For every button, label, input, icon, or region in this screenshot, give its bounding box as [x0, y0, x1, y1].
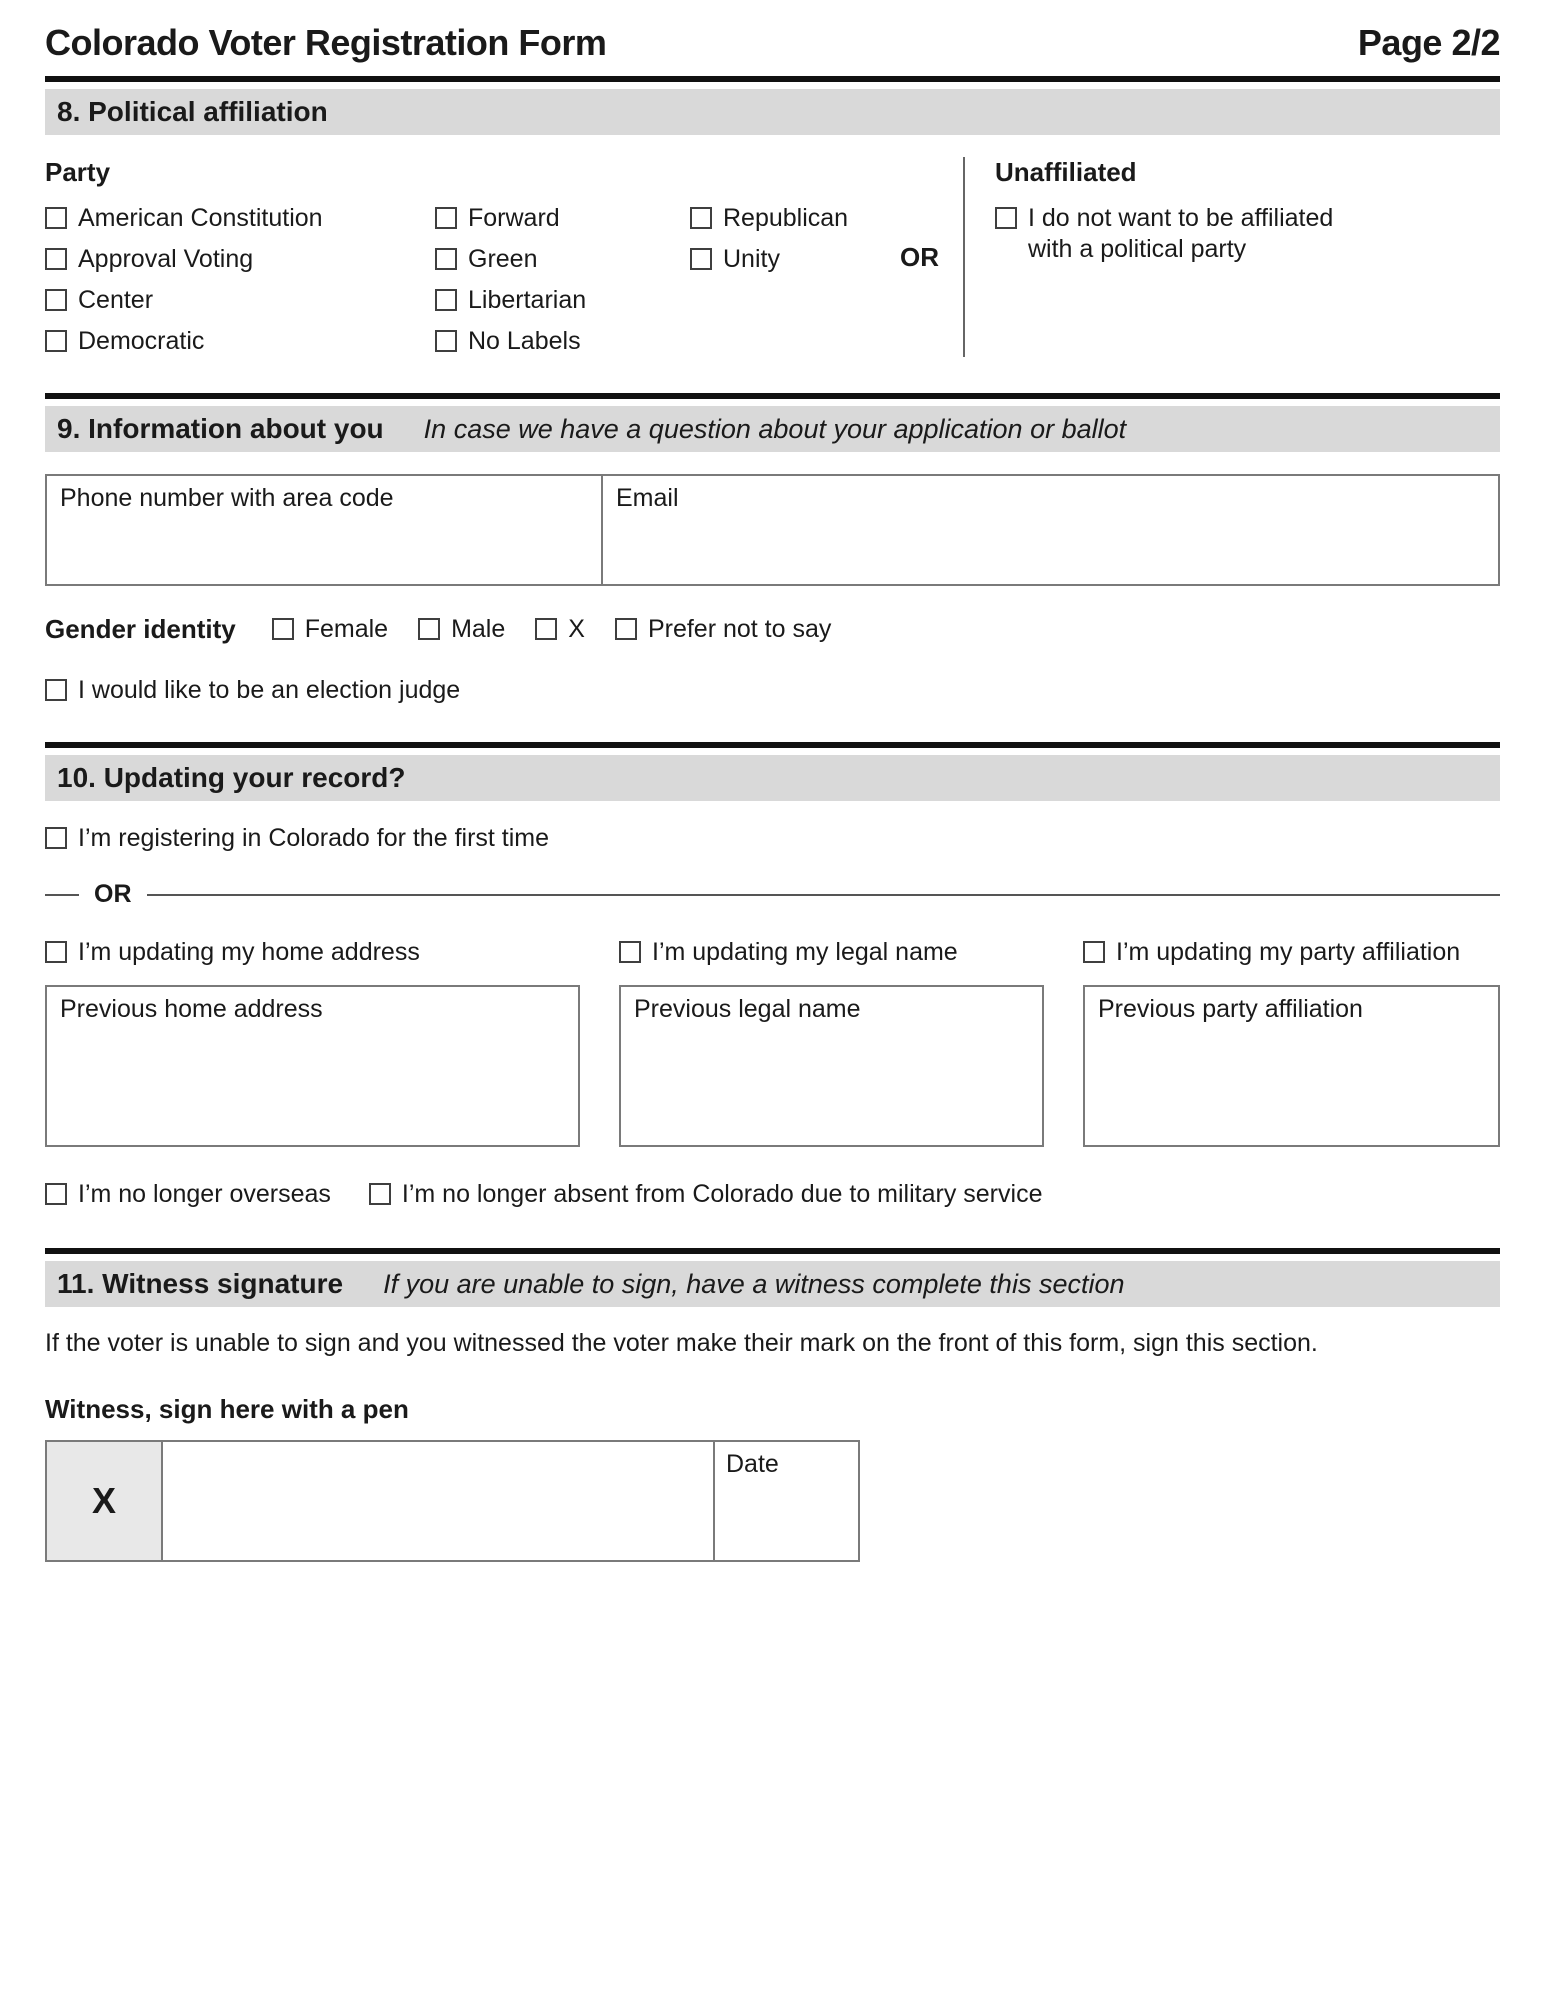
checkbox-label: I’m updating my party affiliation	[1116, 938, 1461, 966]
section8-header-bar	[45, 89, 1500, 135]
date-field-label: Date	[726, 1450, 779, 1478]
checkbox-american-constitution[interactable]	[45, 203, 435, 234]
checkbox-prefer-not-to-say[interactable]	[615, 614, 831, 645]
checkbox-label: Prefer not to say	[647, 615, 832, 643]
election-judge-row	[45, 675, 1500, 706]
or-separator	[45, 880, 1500, 909]
unaffiliated-block	[965, 157, 1410, 357]
checkbox-unity[interactable]	[690, 244, 900, 275]
unaffiliated-label: Unaffiliated	[995, 157, 1137, 187]
checkbox-box[interactable]	[435, 289, 457, 311]
checkbox-box[interactable]	[45, 1183, 67, 1205]
checkbox-box[interactable]	[45, 941, 67, 963]
party-column-2	[435, 203, 690, 357]
no-longer-row	[45, 1179, 1500, 1210]
section8-title: 8. Political affiliation	[57, 96, 328, 127]
checkbox-label: Republican	[723, 204, 849, 232]
party-checkbox-grid	[45, 203, 900, 357]
phone-field[interactable]	[47, 476, 603, 584]
checkbox-approval-voting[interactable]	[45, 244, 435, 275]
checkbox-box[interactable]	[45, 248, 67, 270]
checkbox-label: I’m updating my legal name	[652, 938, 958, 966]
previous-legal-name-label: Previous legal name	[634, 995, 861, 1023]
checkbox-label: American Constitution	[78, 204, 323, 232]
signature-x-mark: X	[45, 1440, 163, 1562]
checkbox-forward[interactable]	[435, 203, 690, 234]
checkbox-label: Green	[468, 245, 538, 273]
page-title: Colorado Voter Registration Form	[45, 22, 607, 63]
checkbox-label: Male	[451, 615, 506, 643]
checkbox-green[interactable]	[435, 244, 690, 275]
update-party-affiliation-column	[1083, 937, 1500, 1147]
party-columns	[45, 157, 900, 357]
political-affiliation-body	[45, 157, 1500, 357]
update-options-row	[45, 937, 1500, 1147]
checkbox-box[interactable]	[45, 330, 67, 352]
or-separator-label: OR	[94, 880, 132, 908]
witness-signature-field[interactable]	[163, 1440, 715, 1562]
checkbox-box[interactable]	[435, 248, 457, 270]
section11-divider	[45, 1248, 1500, 1254]
checkbox-updating-legal-name[interactable]	[619, 937, 1044, 968]
checkbox-box[interactable]	[45, 827, 67, 849]
checkbox-label: Approval Voting	[78, 245, 254, 273]
checkbox-male[interactable]	[418, 614, 505, 645]
checkbox-republican[interactable]	[690, 203, 900, 234]
checkbox-box[interactable]	[690, 207, 712, 229]
or-divider-label: OR	[900, 241, 939, 272]
checkbox-female[interactable]	[272, 614, 388, 645]
checkbox-label: I would like to be an election judge	[78, 676, 461, 704]
checkbox-label: Female	[304, 615, 389, 643]
section9-title: 9. Information about you	[57, 413, 384, 444]
checkbox-box[interactable]	[45, 289, 67, 311]
checkbox-box[interactable]	[690, 248, 712, 270]
checkbox-label: I’m registering in Colorado for the first time	[78, 824, 550, 852]
date-field[interactable]	[715, 1440, 860, 1562]
party-column-3	[690, 203, 900, 357]
checkbox-first-time-registration[interactable]	[45, 823, 549, 854]
email-field-label: Email	[616, 484, 679, 512]
checkbox-label: I’m no longer overseas	[78, 1180, 331, 1208]
checkbox-center[interactable]	[45, 285, 435, 316]
checkbox-box[interactable]	[45, 207, 67, 229]
or-separator-line-right	[147, 894, 1501, 896]
checkbox-box[interactable]	[272, 618, 294, 640]
checkbox-libertarian[interactable]	[435, 285, 690, 316]
checkbox-democratic[interactable]	[45, 326, 435, 357]
previous-party-affiliation-field[interactable]	[1083, 985, 1500, 1147]
gender-identity-label: Gender identity	[45, 614, 236, 644]
section11-title: 11. Witness signature	[57, 1268, 344, 1299]
checkbox-label: X	[568, 615, 585, 643]
party-label: Party	[45, 157, 111, 187]
checkbox-box[interactable]	[1083, 941, 1105, 963]
checkbox-label: I do not want to be affiliated with a political party	[1028, 204, 1334, 263]
section10-title: 10. Updating your record?	[57, 762, 406, 793]
checkbox-box[interactable]	[45, 679, 67, 701]
checkbox-election-judge[interactable]	[45, 675, 460, 706]
page-header	[45, 16, 1500, 76]
checkbox-box[interactable]	[615, 618, 637, 640]
checkbox-box[interactable]	[995, 207, 1017, 229]
update-legal-name-column	[619, 937, 1044, 1147]
checkbox-label: Forward	[468, 204, 560, 232]
section9-header-bar	[45, 406, 1500, 452]
or-separator-line-left	[45, 894, 79, 896]
checkbox-box[interactable]	[369, 1183, 391, 1205]
section9-subtitle: In case we have a question about your application or ballot	[423, 414, 1127, 444]
checkbox-label: I’m updating my home address	[78, 938, 420, 966]
phone-field-label: Phone number with area code	[60, 484, 394, 512]
checkbox-box[interactable]	[535, 618, 557, 640]
checkbox-box[interactable]	[435, 330, 457, 352]
first-time-row	[45, 823, 1500, 854]
section11-subtitle: If you are unable to sign, have a witness complete this section	[383, 1269, 1125, 1299]
checkbox-box[interactable]	[435, 207, 457, 229]
page-number: Page 2/2	[1357, 22, 1500, 63]
checkbox-label: I’m no longer absent from Colorado due to military service	[401, 1180, 1043, 1208]
checkbox-updating-party-affiliation[interactable]	[1083, 937, 1500, 968]
email-field[interactable]	[603, 476, 1498, 584]
update-home-address-column	[45, 937, 580, 1147]
checkbox-no-longer-overseas[interactable]	[45, 1179, 331, 1210]
section10-divider	[45, 742, 1500, 748]
checkbox-label: Center	[78, 286, 154, 314]
checkbox-updating-home-address[interactable]	[45, 937, 580, 968]
checkbox-box[interactable]	[619, 941, 641, 963]
gender-identity-row	[45, 614, 1500, 645]
witness-sign-label: Witness, sign here with a pen	[45, 1394, 409, 1424]
previous-party-affiliation-label: Previous party affiliation	[1098, 995, 1363, 1023]
previous-legal-name-field[interactable]	[619, 985, 1044, 1147]
checkbox-no-longer-absent-military[interactable]	[369, 1179, 1043, 1210]
checkbox-unaffiliated[interactable]	[995, 203, 1383, 265]
checkbox-label: No Labels	[468, 327, 581, 355]
checkbox-label: Democratic	[78, 327, 205, 355]
section9-divider	[45, 393, 1500, 399]
checkbox-no-labels[interactable]	[435, 326, 690, 357]
witness-signature-row	[45, 1440, 1500, 1562]
contact-info-box	[45, 474, 1500, 586]
party-column-1	[45, 203, 435, 357]
checkbox-label: Libertarian	[468, 286, 587, 314]
section11-header-bar	[45, 1261, 1500, 1307]
witness-instruction: If the voter is unable to sign and you witnessed the voter make their mark on the front of this form, sign this section.	[45, 1329, 1318, 1357]
checkbox-label: Unity	[723, 245, 780, 273]
previous-home-address-label: Previous home address	[60, 995, 323, 1023]
section10-header-bar	[45, 755, 1500, 801]
checkbox-x[interactable]	[535, 614, 585, 645]
previous-home-address-field[interactable]	[45, 985, 580, 1147]
header-divider	[45, 76, 1500, 82]
checkbox-box[interactable]	[418, 618, 440, 640]
